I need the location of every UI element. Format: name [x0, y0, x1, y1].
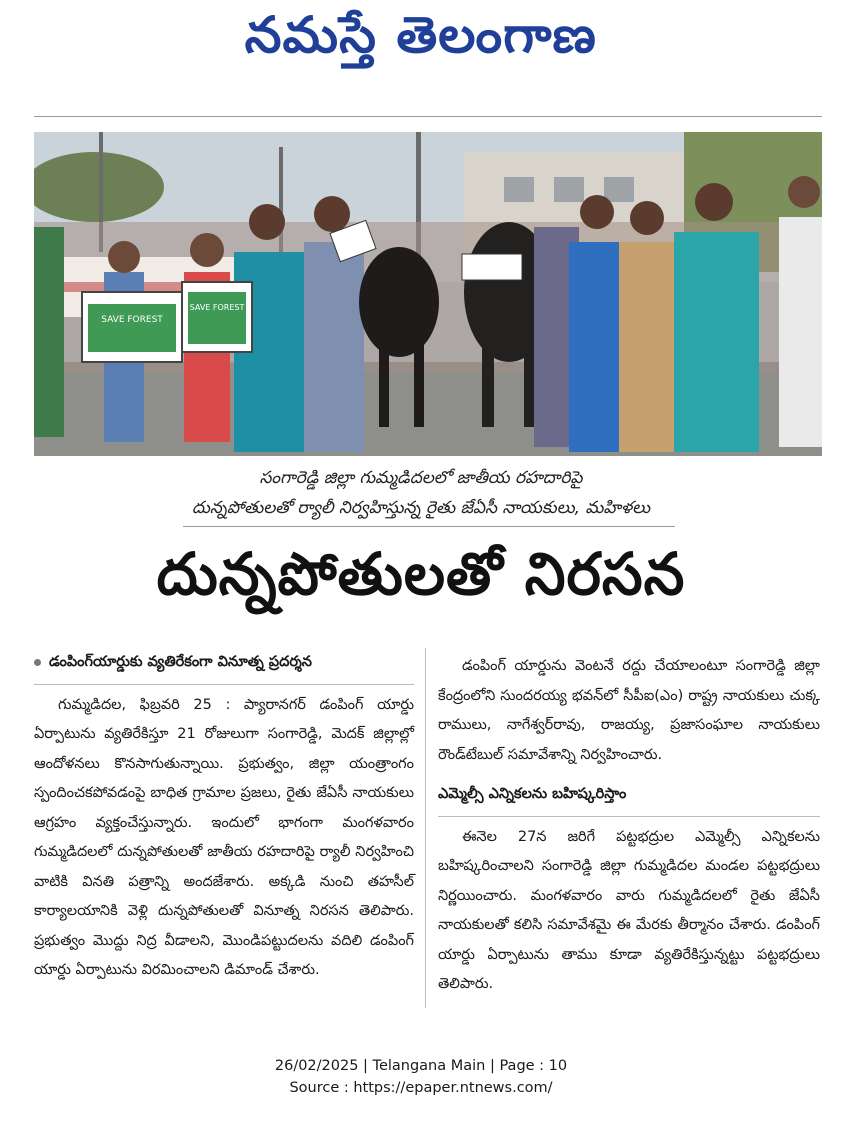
footer-source: Source : https://epaper.ntnews.com/ [289, 1080, 553, 1096]
article-paragraph-2: డంపింగ్ యార్డును వెంటనే రద్దు చేయాలంటూ సంగారెడ్డి జిల్లా కేంద్రంలోని సుందరయ్య భవన్‌లో సీపీఐ(ఎం) రాష్ట్ర నాయకులు చుక్క రాములు, నాగేశ్వర్‌రావు, రాజయ్య, ప్రజాసంఘాల నాయకులు రౌండ్‌టేబుల్ సమావేశాన్ని నిర్వహించారు. [438, 658, 820, 763]
article-column-left [34, 648, 414, 986]
photo-illustration [34, 132, 822, 456]
subhead-text: డంపింగ్‌యార్డుకు వ్యతిరేకంగా వినూత్న ప్రదర్శన [49, 654, 312, 670]
sign-left-text-2: SAVE FOREST [189, 303, 245, 312]
news-photo [34, 132, 822, 456]
article-paragraph-3: ఈనెల 27న జరిగే పట్టభద్రుల ఎమ్మెల్సీ ఎన్నికలను బహిష్కరించాలని సంగారెడ్డి జిల్లా గుమ్మడిదల మండల పట్టభద్రులు నిర్ణయించారు. మంగళవారం వారు గుమ్మడిదలలో రైతు జేఏసీ నాయకులతో కలిసి సమావేశమై ఈ మేరకు తీర్మానం చేశారు. డంపింగ్ యార్డు ఏర్పాటును తాము కూడా వ్యతిరేకిస్తున్నట్టు పట్టభద్రులు తెలిపారు. [438, 828, 820, 992]
sign-left-text-1: SAVE FOREST [101, 315, 163, 325]
column-divider [425, 648, 426, 1008]
article-paragraph-1: గుమ్మడిదల, ఫిబ్రవరి 25 : ప్యారానగర్ డంపింగ్ యార్డు ఏర్పాటును వ్యతిరేకిస్తూ 21 రోజులుగా సంగారెడ్డి, మెదక్ జిల్లాల్లో ఆందోళనలు కొనసాగుతున్నాయి. ప్రభుత్వం, జిల్లా యంత్రాంగం స్పందించకపోవడంపై బాధిత గ్రామాల ప్రజలు, రైతు జేఏసీ నాయకులు ఆగ్రహం వ్యక్తంచేస్తున్నారు. ఇందులో భాగంగా మంగళవారం గుమ్మడిదలలో దున్నపోతులతో జాతీయ రహదారిపై ర్యాలీ నిర్వహించి వాటికి వినతి పత్రాన్ని అందజేశారు. అక్కడి నుంచి తహసీల్ కార్యాలయానికి వెళ్లి దున్నపోతులతో వినూత్న నిరసన తెలిపారు. ప్రభుత్వం మొద్దు నిద్ర వీడాలని, మొండిపట్టుదలను వదిలి డంపింగ్ యార్డు ఏర్పాటును విరమించాలని డిమాండ్ చేశారు. [34, 696, 414, 978]
photo-caption-line2: దున్నపోతులతో ర్యాలీ నిర్వహిస్తున్న రైతు జేఏసీ నాయకులు, మహిళలు [191, 498, 651, 518]
subhead-mlc-boycott: ఎమ్మెల్సీ ఎన్నికలను బహిష్కరిస్తాం [438, 786, 627, 802]
masthead [0, 6, 842, 76]
subhead2-rule [438, 816, 820, 817]
caption-rule [183, 526, 675, 527]
article-column-right [438, 652, 820, 1000]
masthead-title: నమస్తే తెలంగాణ [244, 6, 598, 64]
masthead-rule [34, 116, 822, 117]
headline: దున్నపోతులతో నిరసన [156, 540, 686, 608]
footer-date-page: 26/02/2025 | Telangana Main | Page : 10 [274, 1058, 568, 1074]
photo-caption-line1: సంగారెడ్డి జిల్లా గుమ్మడిదలలో జాతీయ రహదారిపై [259, 468, 583, 488]
bullet-icon [34, 659, 41, 666]
subhead-rule [34, 684, 414, 685]
subhead-dumping-yard [34, 648, 414, 678]
